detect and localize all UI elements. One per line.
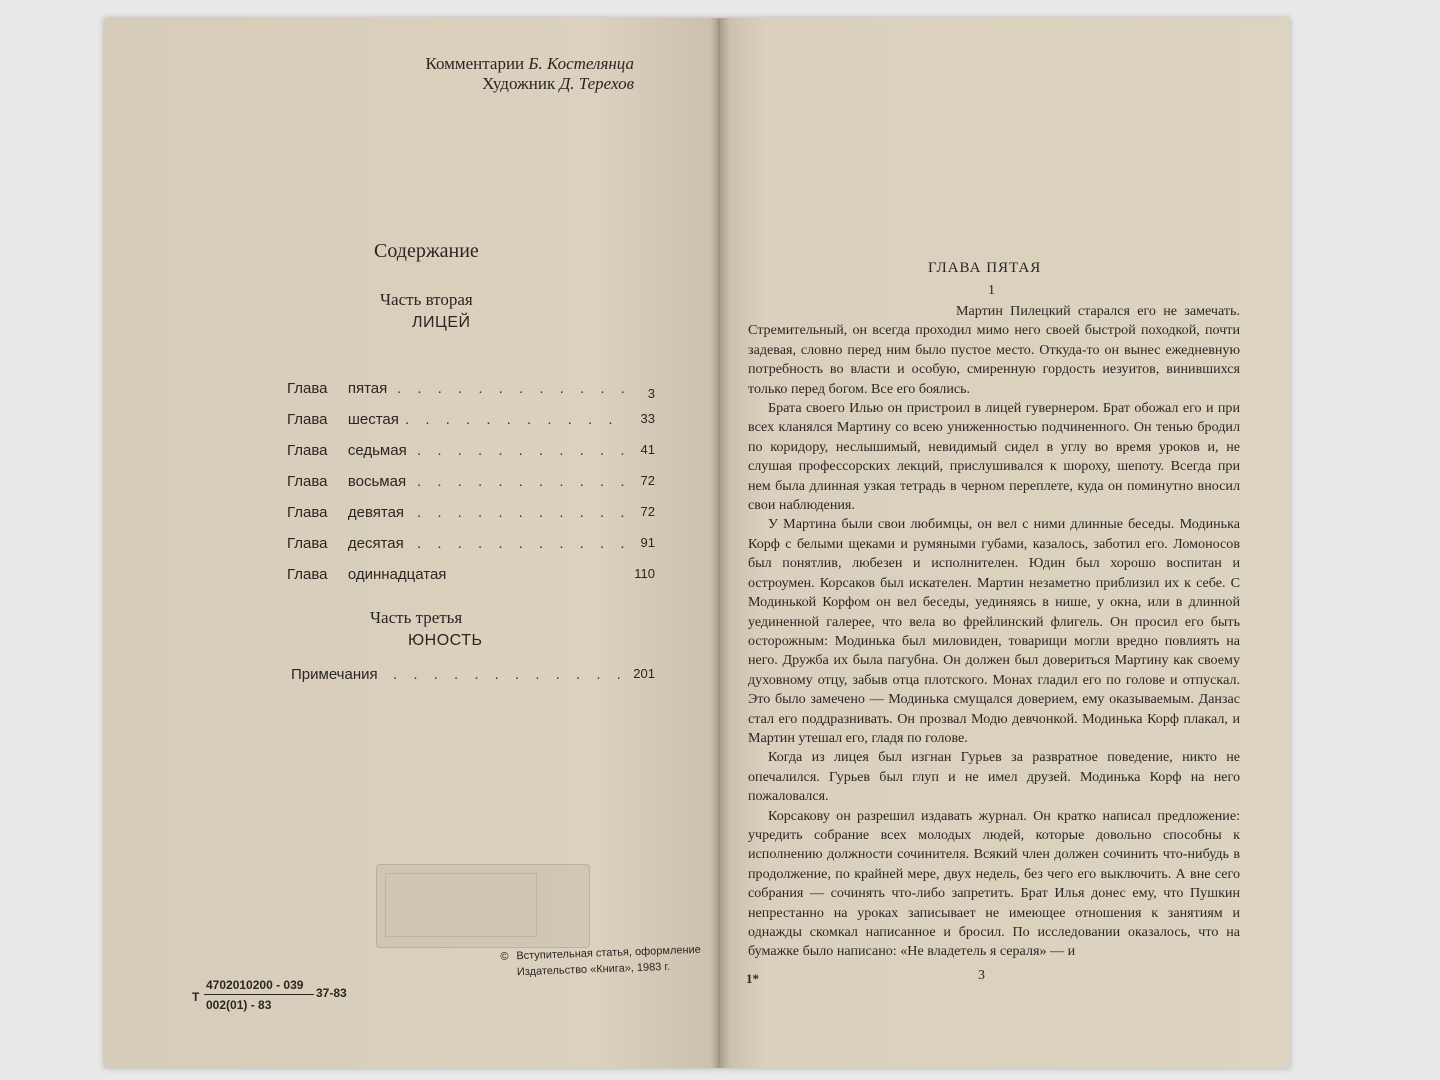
- credit-artist: Художник Д. Терехов: [482, 74, 634, 93]
- part2-label: Часть вторая: [380, 290, 473, 309]
- part2-name: ЛИЦЕЙ: [412, 314, 471, 331]
- toc-row[interactable]: Глава седьмая . . . . . . . . . . . 41: [287, 442, 655, 459]
- credit-commentary: Комментарии Б. Костелянца: [425, 54, 634, 73]
- chapter-body: [748, 302, 1240, 962]
- library-stamp: [376, 864, 590, 948]
- right-page: [720, 18, 1290, 1068]
- catalog-index: Т 4702010200 - 039 002(01) - 83 37-83: [192, 978, 347, 1012]
- left-page: [104, 18, 720, 1068]
- paragraph: Корсакову он разрешил издавать журнал. Он кратко написал предложение: учредить собрание всех молодых людей, которые довольно способны к исполнению должности сочинителя. Всякий член должен сочинить что-нибудь в продолжение, по крайней мере, двух недель, без чего его выключить. А вне сего собрания — сочинять что-либо запретить. Брат Илья донес ему, что Пушкин непрестанно на уроках записывает не имеющее отношения к занятиям и однажды скомкал написанное и бросил. По исследовании оказалось, что на бумажке было написано: «Не владетель я сераля» — и: [748, 807, 1240, 960]
- paragraph: Мартин Пилецкий старался его не замечать. Стремительный, он всегда проходил мимо него своей быстрой походкой, почти задевая, словно перед ним было пустое место. Откуда-то он вынес ежедневную потребность во власти и особую, смиренную гордость иезуитов, винившихся только перед богом. Все его боялись.: [748, 303, 1240, 397]
- book-gutter: [710, 18, 730, 1068]
- toc-row[interactable]: Глава одиннадцатая 110: [287, 566, 655, 583]
- page-number: 3: [978, 968, 985, 983]
- paragraph: Брата своего Илью он пристроил в лицей гувернером. Брат обожал его и при всех кланялся Мартину со всею униженностью подчиненного. Он тенью бродил по коридору, неслышимый, невидимый сидел в углу во время уроков и, не слушая профессорских лекций, прислушивался к шороху, шепоту. Всегда при нем была длинная узкая тетрадь в черном переплете, куда он поминутно вносил свои наблюдения.: [748, 400, 1240, 514]
- toc-title: Содержание: [374, 240, 479, 262]
- open-book: [104, 18, 1290, 1068]
- paragraph: У Мартина были свои любимцы, он вел с ними длинные беседы. Модинька Корф с белыми щеками и румяными губами, казалось, заботил его. Ломоносов был понятлив, любезен и исполнителен. Юдин был хорошо воспитан и остроумен. Корсаков был искателен. Мартин незаметно приблизил их к себе. С Модинькой Корфом он вел беседы, уединяясь в нише, у окна, или в длинной уединенной галерее, что вела во фрейлинский флигель. Он просил его быть осторожным: Модинька был миловиден, товарищи могли вредно повлиять на него. Дружба их была пагубна. Он должен был довериться Мартину как своему духовному отцу, забыв отца плотского. Монах гладил его по голове и отпускал. Это было замечено — Модинька смущался доверием, ему оказываемым. Данзас стал его поддразнивать. Он прозвал Модю девчонкой. Модинька Корф плакал, и Мартин утешал его, гладя по голове.: [748, 516, 1240, 746]
- copyright-notice: © Вступительная статья, оформление Издательство «Книга», 1983 г.: [500, 943, 702, 979]
- toc-row[interactable]: Глава восьмая . . . . . . . . . . . 72: [287, 473, 655, 490]
- toc-row[interactable]: Глава шестая . . . . . . . . . . . 33: [287, 411, 655, 428]
- chapter-title: ГЛАВА ПЯТАЯ: [928, 260, 1042, 276]
- toc-row[interactable]: Глава пятая . . . . . . . . . . . . 3: [287, 380, 655, 401]
- credits: [334, 54, 634, 94]
- printer-signature: 1*: [746, 971, 759, 986]
- toc-row[interactable]: Глава десятая . . . . . . . . . . . 91: [287, 535, 655, 552]
- part3-name: ЮНОСТЬ: [408, 632, 483, 649]
- paragraph: Когда из лицея был изгнан Гурьев за развратное поведение, никто не опечалился. Гурьев был глуп и не имел друзей. Модинька Корф на него пожаловался.: [748, 749, 1240, 805]
- section-number: 1: [988, 283, 995, 298]
- toc-row[interactable]: Глава девятая . . . . . . . . . . . 72: [287, 504, 655, 521]
- toc-row-notes[interactable]: Примечания . . . . . . . . . . . . 201: [291, 666, 655, 683]
- part3-label: Часть третья: [370, 608, 463, 627]
